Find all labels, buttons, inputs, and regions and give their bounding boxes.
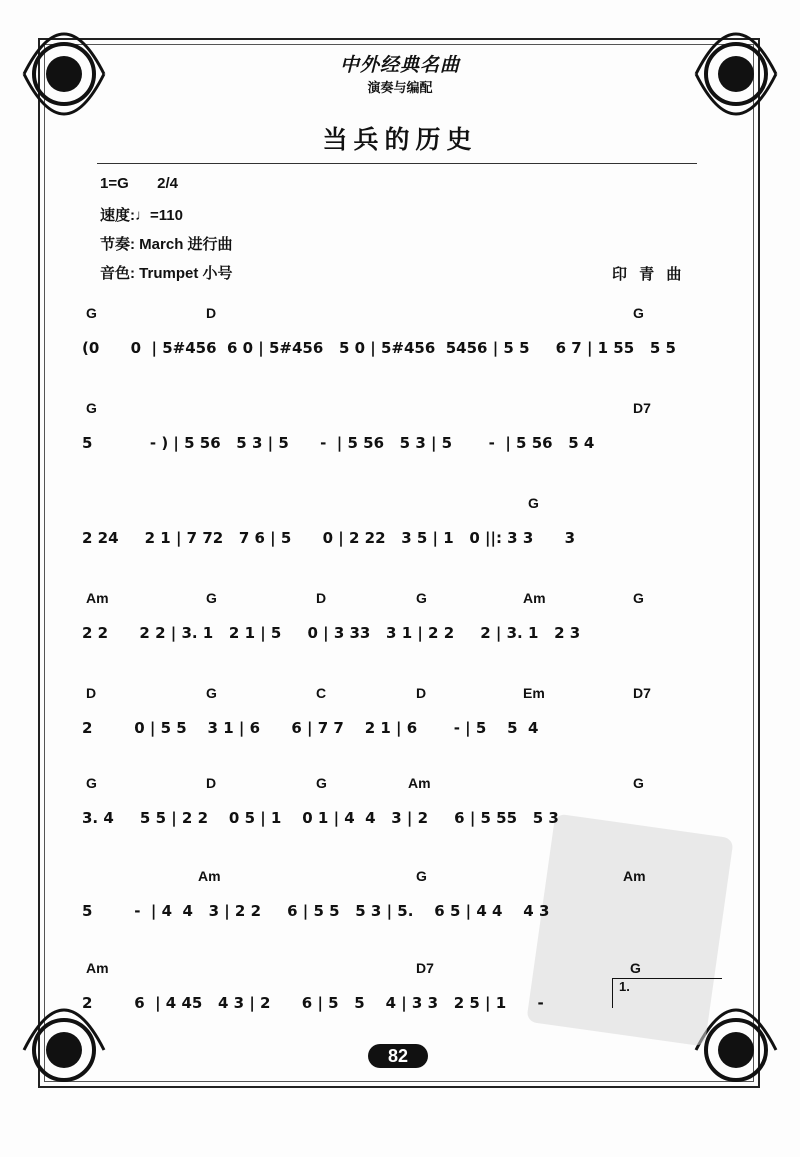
score-row <box>70 495 730 575</box>
chord-symbol: Am <box>623 868 646 884</box>
chord-symbol: G <box>206 685 217 701</box>
series-subtitle: 演奏与编配 <box>367 80 433 95</box>
chord-symbol: Am <box>86 960 109 976</box>
chord-symbol: D <box>206 305 217 321</box>
chord-symbol: Am <box>198 868 221 884</box>
rhythm-label: 节奏: <box>100 236 135 253</box>
chord-symbol: G <box>206 590 217 606</box>
tempo-line <box>100 204 183 225</box>
chord-symbol: G <box>416 590 427 606</box>
chord-symbol: D7 <box>416 960 434 976</box>
chord-symbol: G <box>416 868 427 884</box>
score-row <box>70 775 730 855</box>
rhythm-line <box>100 233 233 254</box>
chord-symbol: C <box>316 685 327 701</box>
chord-symbol: D <box>206 775 217 791</box>
composer-credit: 印 青 曲 <box>612 266 686 283</box>
chord-symbol: G <box>86 400 97 416</box>
title-divider <box>97 163 697 164</box>
notation-line: (0 0 | 5#456 6 0 | 5#456 5 0 | 5#456 5456 | 5 5 6 7 | 1 55 5 5 <box>82 339 676 357</box>
page-number: 82 <box>368 1044 428 1068</box>
chord-symbol: G <box>633 305 644 321</box>
chord-symbol: Am <box>523 590 546 606</box>
score-row <box>70 590 730 670</box>
chord-symbol: G <box>633 590 644 606</box>
rhythm-value: March 进行曲 <box>139 236 233 253</box>
chord-symbol: D7 <box>633 685 651 701</box>
chord-symbol: D <box>416 685 427 701</box>
chord-symbol: G <box>630 960 641 976</box>
chord-symbol: G <box>86 305 97 321</box>
score-row <box>70 400 730 480</box>
notation-line: 3. 4 5 5 | 2 2 0 5 | 1 0 1 | 4 4 3 | 2 6 | 5 55 5 3 <box>82 809 559 827</box>
key-value: 1=G <box>100 175 129 192</box>
chord-symbol: D7 <box>633 400 651 416</box>
chord-symbol: G <box>633 775 644 791</box>
chord-symbol: G <box>528 495 539 511</box>
notation-line: 2 0 | 5 5 3 1 | 6 6 | 7 7 2 1 | 6 - | 5 5 4 <box>82 719 539 737</box>
voice-value: Trumpet 小号 <box>139 265 233 282</box>
voice-line <box>100 262 233 283</box>
key-signature <box>100 175 178 192</box>
quarter-note-icon: ♩ <box>135 207 150 224</box>
song-title: 当兵的历史 <box>322 126 478 154</box>
score-row <box>70 868 730 948</box>
time-value: 2/4 <box>157 175 178 192</box>
series-title: 中外经典名曲 <box>339 54 460 76</box>
tempo-label: 速度: <box>100 207 135 224</box>
volta-bracket: 1. <box>612 978 722 1008</box>
notation-line: 5 - | 4 4 3 | 2 2 6 | 5 5 5 3 | 5. 6 5 | 4 4 4 3 <box>82 902 550 920</box>
chord-symbol: Am <box>86 590 109 606</box>
score-row <box>70 305 730 385</box>
chord-symbol: Am <box>408 775 431 791</box>
chord-symbol: G <box>86 775 97 791</box>
notation-line: 2 2 2 2 | 3. 1 2 1 | 5 0 | 3 33 3 1 | 2 2 2 | 3. 1 2 3 <box>82 624 581 642</box>
chord-symbol: D <box>316 590 327 606</box>
notation-line: 2 24 2 1 | 7 72 7 6 | 5 0 | 2 22 3 5 | 1 0 ||: 3 3 3 <box>82 529 576 547</box>
notation-line: 2 6 | 4 45 4 3 | 2 6 | 5 5 4 | 3 3 2 5 | 1 - <box>82 994 544 1012</box>
tempo-value: =110 <box>150 207 183 224</box>
chord-symbol: G <box>316 775 327 791</box>
score-row <box>70 685 730 765</box>
chord-symbol: Em <box>523 685 545 701</box>
notation-line: 5 - ) | 5 56 5 3 | 5 - | 5 56 5 3 | 5 - | 5 56 5 4 <box>82 434 595 452</box>
voice-label: 音色: <box>100 265 135 282</box>
chord-symbol: D <box>86 685 97 701</box>
